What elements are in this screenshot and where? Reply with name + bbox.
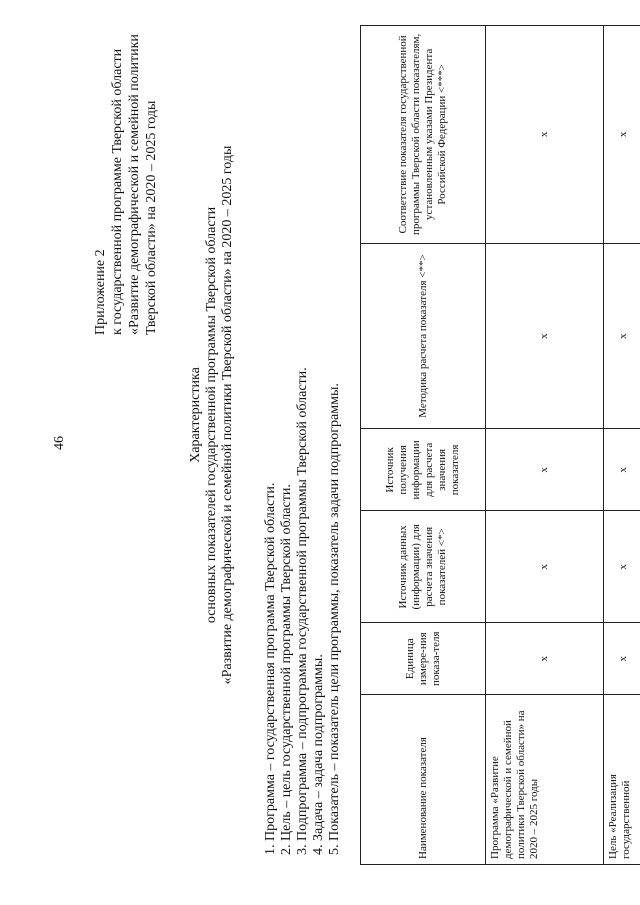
column-header: Источник получения информации для расчета значения показателя bbox=[361, 429, 486, 511]
table-cell: Программа «Развитие демографической и семейной политики Тверской области» на 2020 – 2025 годы bbox=[486, 695, 604, 865]
legend-item: 3. Подпрограмма – подпрограмма государственной программы Тверской области. bbox=[295, 367, 310, 855]
document-heading bbox=[188, 45, 236, 785]
annex-line: Приложение 2 bbox=[93, 249, 108, 335]
table-cell: х bbox=[604, 623, 640, 695]
annex-line: к государственной программе Тверской области bbox=[110, 48, 125, 335]
column-header: Методика расчета показателя <**> bbox=[361, 243, 486, 429]
legend-item: 4. Задача – задача подпрограммы. bbox=[311, 654, 326, 855]
legend-item: 1. Программа – государственная программа Тверской области. bbox=[263, 482, 278, 855]
page-number: 46 bbox=[52, 436, 67, 450]
column-header: Источник данных (информации) для расчета значения показателей <*> bbox=[361, 511, 486, 623]
table-cell: х bbox=[604, 26, 640, 244]
annex-block bbox=[92, 5, 160, 335]
table-cell: х bbox=[604, 429, 640, 511]
column-header: Соответствие показателя государственной программы Тверской области показателям, установленным указами Президента Российской Федерации <***> bbox=[361, 26, 486, 244]
terms-legend bbox=[263, 155, 343, 855]
legend-item: 5. Показатель – показатель цели программы, показатель задачи подпрограммы. bbox=[327, 383, 342, 855]
table-cell: х bbox=[486, 26, 604, 244]
table-cell: х bbox=[486, 623, 604, 695]
table-header-row bbox=[361, 26, 486, 865]
legend-item: 2. Цель – цель государственной программы Тверской области. bbox=[279, 484, 294, 855]
table-row bbox=[604, 26, 640, 865]
heading-title: Характеристика bbox=[188, 367, 203, 463]
table-cell: Цель «Реализация государственной bbox=[604, 695, 640, 865]
indicators-table bbox=[360, 25, 640, 865]
annex-line: «Развитие демографической и семейной политики bbox=[127, 34, 142, 335]
column-header: Наименование показателя bbox=[361, 695, 486, 865]
column-header: Единица измере-ния показа-теля bbox=[361, 623, 486, 695]
table-cell: х bbox=[604, 511, 640, 623]
table-cell: х bbox=[486, 511, 604, 623]
annex-line: Тверской области» на 2020 – 2025 годы bbox=[144, 100, 159, 335]
table-cell: х bbox=[604, 243, 640, 429]
table-cell: х bbox=[486, 429, 604, 511]
table-row bbox=[486, 26, 604, 865]
heading-line: «Развитие демографической и семейной политики Тверской области» на 2020 – 2025 годы bbox=[220, 145, 235, 685]
heading-line: основных показателей государственной программы Тверской области bbox=[204, 206, 219, 624]
table-cell: х bbox=[486, 243, 604, 429]
